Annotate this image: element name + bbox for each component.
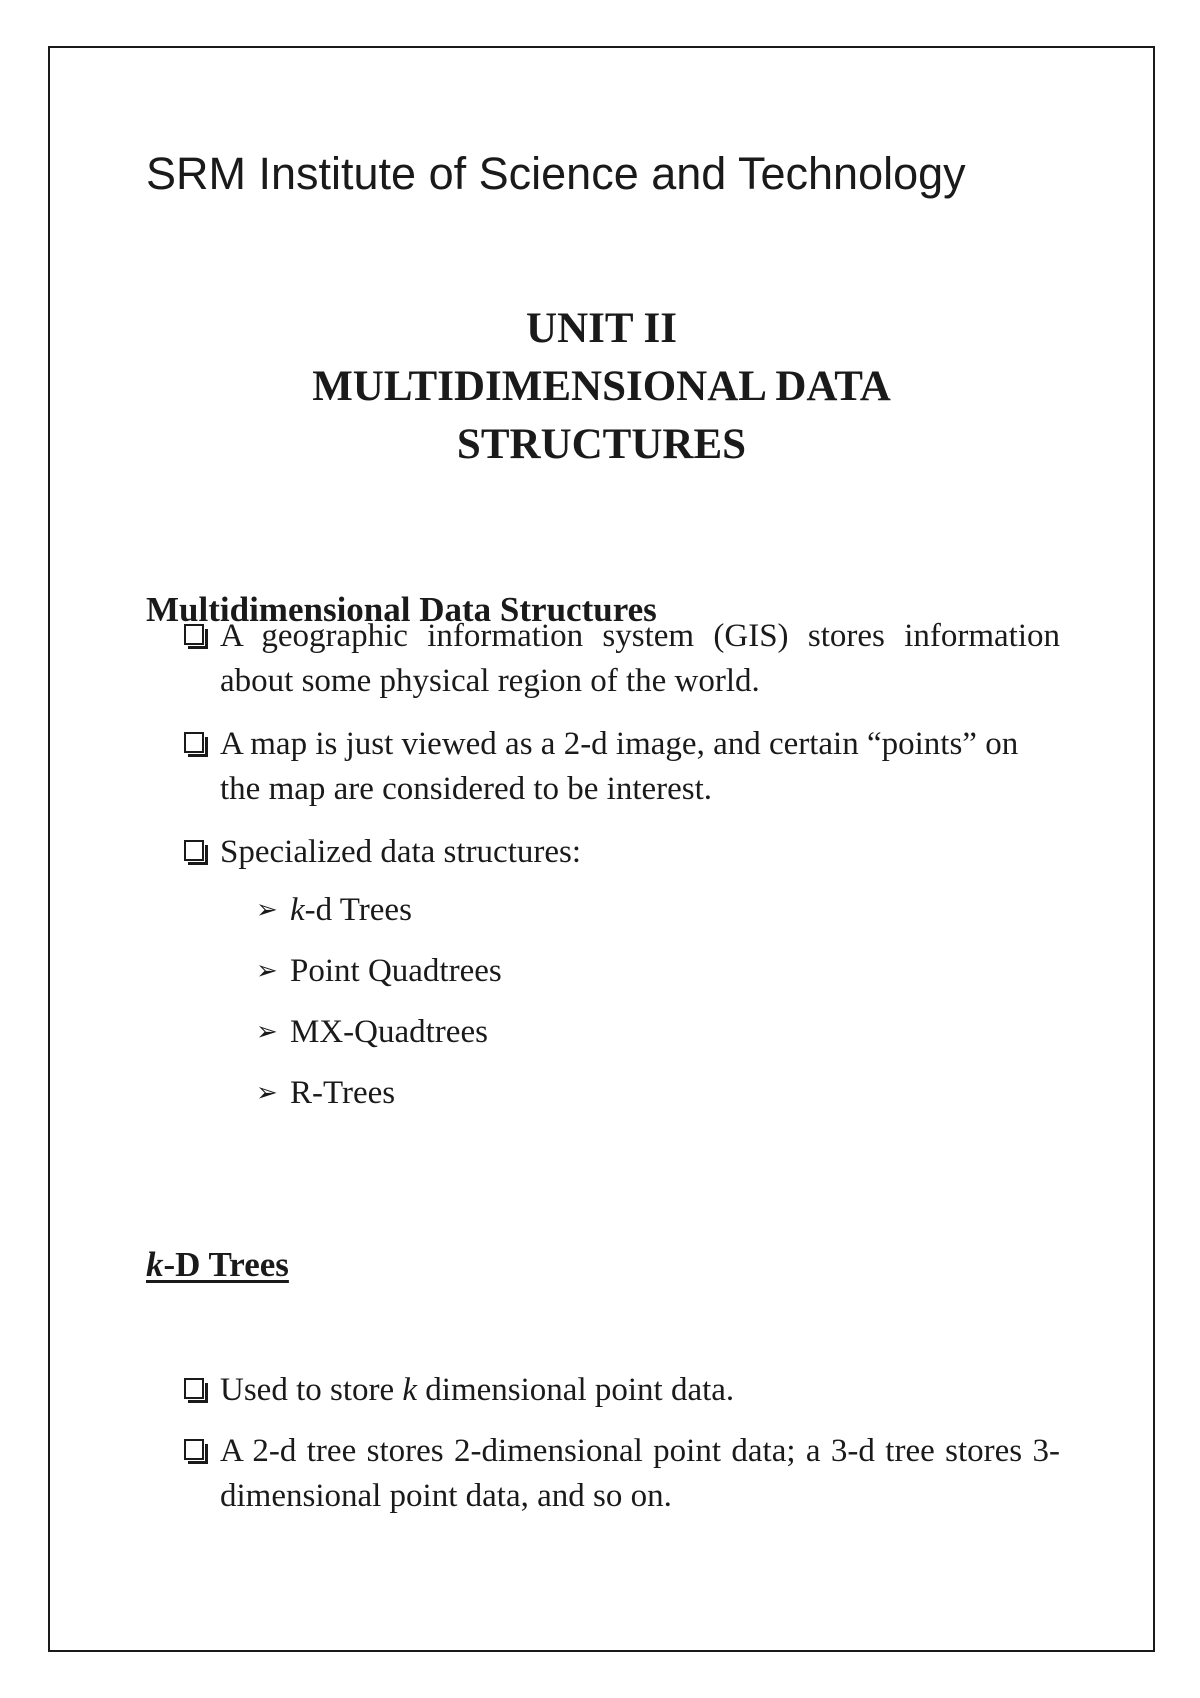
unit-topic-line1: MULTIDIMENSIONAL DATA xyxy=(312,363,891,410)
arrow-bullet-icon: ➢ xyxy=(256,1017,278,1047)
list-item xyxy=(184,614,1060,704)
sub-list-item xyxy=(256,1010,488,1054)
checkbox-bullet-icon xyxy=(184,840,204,861)
unit-number: UNIT II xyxy=(526,305,677,352)
unit-title xyxy=(48,300,1155,474)
heading-text: -D Trees xyxy=(163,1245,289,1284)
checkbox-bullet-icon xyxy=(184,1439,204,1460)
arrow-bullet-icon: ➢ xyxy=(256,895,278,925)
institute-name: SRM Institute of Science and Technology xyxy=(146,148,966,199)
sub-list-item xyxy=(256,1071,395,1115)
bullet-text: Specialized data structures: xyxy=(220,834,582,870)
arrow-bullet-icon: ➢ xyxy=(256,956,278,986)
sub-item-text: MX-Quadtrees xyxy=(290,1014,488,1050)
sub-list-item xyxy=(256,888,412,932)
bullet-text-part: dimensional point data. xyxy=(417,1372,735,1408)
section-heading-kd-trees xyxy=(146,1243,289,1287)
list-item xyxy=(184,1368,1060,1413)
list-item xyxy=(184,722,1060,812)
arrow-bullet-icon: ➢ xyxy=(256,1078,278,1108)
bullet-text: A 2-d tree stores 2-dimensional point data; a 3-d tree stores 3-dimensional point data, and so on. xyxy=(220,1433,1060,1514)
bullet-text-part: Used to store xyxy=(220,1372,403,1408)
unit-topic-line2: STRUCTURES xyxy=(456,421,747,468)
list-item xyxy=(184,1429,1060,1519)
bullet-text: A map is just viewed as a 2-d image, and certain “points” on the map are considered to be interest. xyxy=(220,726,1019,807)
sub-item-text: R-Trees xyxy=(290,1075,396,1111)
bullet-text: A geographic information system (GIS) stores information about some physical region of the world. xyxy=(220,618,1060,699)
sub-item-text: -d Trees xyxy=(304,892,412,928)
list-item xyxy=(184,830,1060,875)
variable-k: k xyxy=(290,892,305,928)
checkbox-bullet-icon xyxy=(184,624,204,645)
section-heading-multidimensional: Multidimensional Data Structures xyxy=(146,590,657,629)
checkbox-bullet-icon xyxy=(184,1378,204,1399)
variable-k: k xyxy=(402,1372,418,1408)
variable-k: k xyxy=(146,1245,164,1284)
sub-item-text: Point Quadtrees xyxy=(290,953,502,989)
checkbox-bullet-icon xyxy=(184,732,204,753)
bullet-text xyxy=(220,1368,1060,1413)
sub-list-item xyxy=(256,949,502,993)
